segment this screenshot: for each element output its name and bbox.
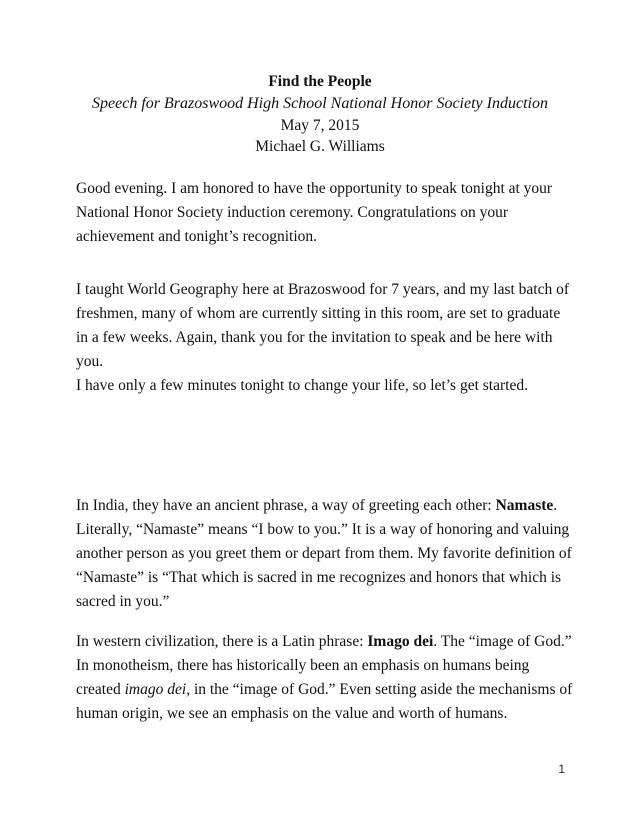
- page-number: 1: [558, 762, 565, 776]
- imago-dei-term: Imago dei: [367, 633, 434, 650]
- imago-dei-italic-term: imago dei: [124, 681, 187, 698]
- namaste-text-after: . Literally, “Namaste” means “I bow to you.” It is a way of honoring and valuing another person as you greet them or depart from them. My favorite definition of “Namaste” is “That which is sacred in me recognizes and honors that which is sacred in you.”: [76, 497, 572, 610]
- speech-subtitle: Speech for Brazoswood High School National Honor Society Induction: [92, 95, 548, 112]
- imago-text-after: , in the “image of God.” Even setting aside the mechanisms of human origin, we see an emphasis on the value and worth of humans.: [76, 681, 573, 722]
- speech-title: Find the People: [268, 73, 372, 90]
- speech-author: Michael G. Williams: [255, 138, 385, 155]
- namaste-text-before: In India, they have an ancient phrase, a way of greeting each other:: [76, 497, 496, 514]
- paragraph-intro: I have only a few minutes tonight to change your life, so let’s get started.: [76, 377, 528, 394]
- paragraph-greeting: Good evening. I am honored to have the opportunity to speak tonight at your National Honor Society induction ceremony. Congratulations on your achievement and tonight’s recognition.: [76, 180, 553, 245]
- imago-text-before: In western civilization, there is a Latin phrase:: [76, 633, 368, 650]
- paragraph-background: I taught World Geography here at Brazoswood for 7 years, and my last batch of freshmen, many of whom are currently sitting in this room, are set to graduate in a few weeks. Again, thank you for the invitation to speak and be here with you.: [76, 281, 570, 370]
- namaste-term: Namaste: [495, 497, 554, 514]
- paragraph-namaste: [76, 494, 576, 614]
- speech-date: May 7, 2015: [280, 117, 360, 134]
- imago-text-middle: . The “image of God.” In monotheism, there has historically been an emphasis on humans being created: [76, 633, 572, 698]
- paragraph-imago-dei: [76, 630, 576, 726]
